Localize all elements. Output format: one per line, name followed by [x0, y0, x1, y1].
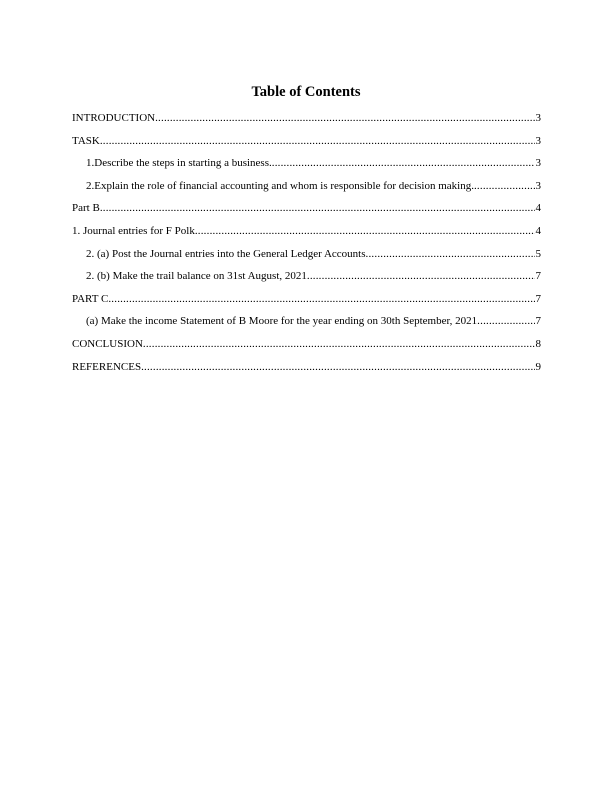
toc-page-number: 7: [535, 292, 541, 305]
dot-leader: [474, 180, 535, 193]
dot-leader: [143, 338, 535, 351]
toc-entry-financial-accounting[interactable]: [72, 180, 541, 193]
dot-leader: [108, 293, 534, 306]
toc-entry-text: 1. Journal entries for F Polk: [72, 224, 195, 237]
toc-entry-text: CONCLUSION: [72, 337, 143, 350]
toc-page-number: 5: [535, 247, 541, 260]
dot-leader: [477, 315, 534, 328]
dot-leader: [195, 225, 535, 238]
toc-entry-journal-entries[interactable]: [72, 225, 541, 238]
toc-page-number: 3: [535, 134, 541, 147]
toc-entry-text: 1.Describe the steps in starting a business.: [86, 157, 272, 170]
toc-page-number: 7: [535, 315, 541, 328]
toc-page-number: 9: [535, 360, 541, 373]
toc-entry-part-c[interactable]: [72, 293, 541, 306]
dot-leader: [272, 157, 535, 170]
toc-entry-part-b[interactable]: [72, 202, 541, 215]
toc-entry-introduction[interactable]: [72, 112, 541, 125]
toc-entry-text: INTRODUCTION: [72, 112, 156, 124]
toc-page-number: 4: [535, 202, 541, 215]
toc-entry-text: PART C: [72, 292, 109, 305]
toc-entry-text: Part B: [72, 202, 100, 215]
toc-page-number: 7: [535, 270, 541, 283]
toc-page-number: 8: [535, 337, 541, 350]
dot-leader: [366, 248, 535, 261]
dot-leader: [155, 112, 534, 125]
toc-entry-references[interactable]: [72, 361, 541, 374]
toc-entry-describe-steps[interactable]: [72, 157, 541, 170]
toc-page-number: 4: [535, 224, 541, 237]
toc-entry-trail-balance[interactable]: [72, 270, 541, 283]
toc-entry-conclusion[interactable]: [72, 338, 541, 351]
toc-entry-income-statement[interactable]: [72, 315, 541, 328]
toc-entry-text: REFERENCES: [72, 360, 142, 373]
toc-page-number: 3: [535, 157, 541, 170]
dot-leader: [307, 270, 535, 283]
toc-entry-general-ledger[interactable]: [72, 248, 541, 261]
toc-list: [72, 112, 541, 383]
toc-entry-text: 2. (b) Make the trail balance on 31st August, 2021: [86, 270, 307, 283]
toc-page-number: 3: [535, 112, 541, 124]
dot-leader: [141, 361, 534, 374]
toc-entry-text: TASK: [72, 134, 100, 147]
dot-leader: [100, 202, 535, 215]
toc-page-number: 3: [535, 179, 541, 192]
dot-leader: [100, 135, 535, 148]
toc-entry-task[interactable]: [72, 135, 541, 148]
toc-entry-text: 2.Explain the role of financial accounting and whom is responsible for decision making.: [86, 179, 474, 192]
toc-entry-text: (a) Make the income Statement of B Moore for the year ending on 30th September, 2021: [86, 315, 478, 328]
toc-entry-text: 2. (a) Post the Journal entries into the General Ledger Accounts: [86, 247, 366, 260]
toc-title: Table of Contents: [251, 84, 361, 100]
